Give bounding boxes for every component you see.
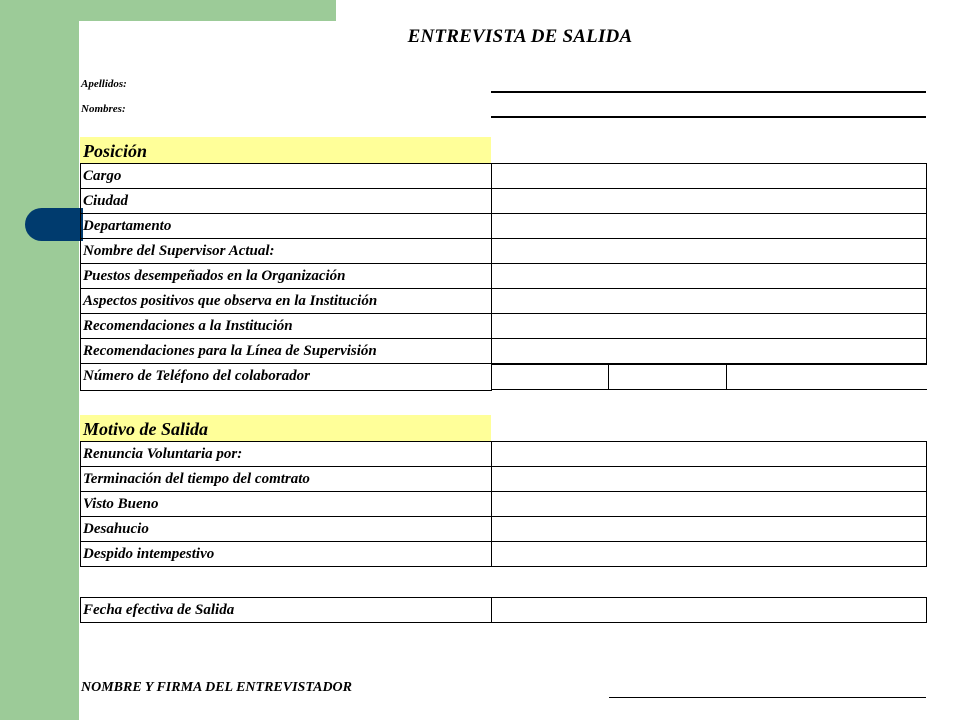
desahucio-label: Desahucio [81,517,492,542]
nombres-label: Nombres: [81,103,126,115]
renuncia-field[interactable] [492,442,927,467]
fecha-field[interactable] [492,598,927,623]
aspectos-field[interactable] [492,289,927,314]
motivo-heading: Motivo de Salida [80,415,491,441]
table-row [81,598,927,623]
table-row [81,189,927,214]
posicion-heading: Posición [80,137,491,163]
recomendaciones-supervision-label: Recomendaciones para la Línea de Supervisión [81,339,492,364]
table-row [81,164,927,189]
telefono-cell [492,364,927,391]
supervisor-field[interactable] [492,239,927,264]
table-row [81,239,927,264]
despido-label: Despido intempestivo [81,542,492,567]
table-row [81,517,927,542]
document-title: ENTREVISTA DE SALIDA [407,26,633,47]
table-row [81,314,927,339]
motivo-table [80,441,927,567]
supervisor-label: Nombre del Supervisor Actual: [81,239,492,264]
recomendaciones-institucion-field[interactable] [492,314,927,339]
ciudad-label: Ciudad [81,189,492,214]
apellidos-label: Apellidos: [81,78,127,90]
green-frame-left [0,0,79,720]
terminacion-label: Terminación del tiempo del comtrato [81,467,492,492]
aspectos-label: Aspectos positivos que observa en la Institución [81,289,492,314]
visto-bueno-label: Visto Bueno [81,492,492,517]
bullet-tab-shape [25,208,83,241]
signature-label: NOMBRE Y FIRMA DEL ENTREVISTADOR [81,680,353,695]
posicion-table [80,163,927,391]
puestos-field[interactable] [492,264,927,289]
ciudad-field[interactable] [492,189,927,214]
recomendaciones-supervision-field[interactable] [492,339,927,364]
puestos-label: Puestos desempeñados en la Organización [81,264,492,289]
table-row [81,492,927,517]
cargo-label: Cargo [81,164,492,189]
telefono-label: Número de Teléfono del colaborador [81,364,492,391]
departamento-field[interactable] [492,214,927,239]
table-row [81,214,927,239]
nombres-line[interactable] [491,116,926,118]
desahucio-field[interactable] [492,517,927,542]
despido-field[interactable] [492,542,927,567]
table-row [81,364,927,391]
terminacion-field[interactable] [492,467,927,492]
table-row [81,467,927,492]
telefono-field-1[interactable] [492,365,609,390]
table-row [81,542,927,567]
telefono-field-2[interactable] [609,365,727,390]
renuncia-label: Renuncia Voluntaria por: [81,442,492,467]
fecha-label: Fecha efectiva de Salida [81,598,492,623]
fecha-table [80,597,927,623]
apellidos-line[interactable] [491,91,926,93]
table-row [81,264,927,289]
recomendaciones-institucion-label: Recomendaciones a la Institución [81,314,492,339]
visto-bueno-field[interactable] [492,492,927,517]
table-row [81,289,927,314]
departamento-label: Departamento [81,214,492,239]
table-row [81,442,927,467]
table-row [81,339,927,364]
cargo-field[interactable] [492,164,927,189]
signature-line[interactable] [609,697,926,698]
green-frame-top [79,0,336,21]
